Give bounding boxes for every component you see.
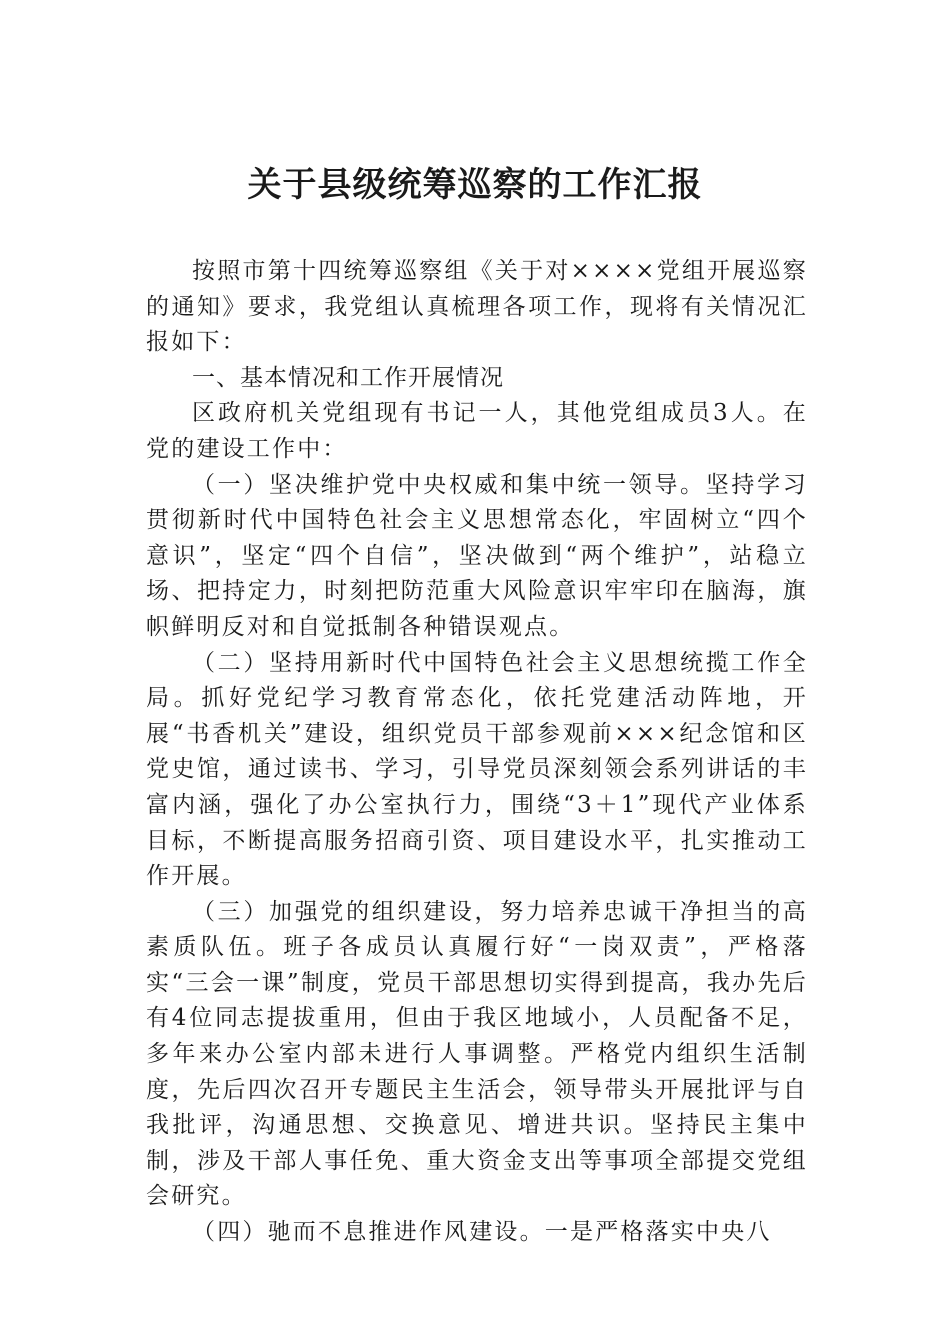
document-body (146, 254, 808, 1251)
intro-paragraph: 按照市第十四统筹巡察组《关于对××××党组开展巡察的通知》要求，我党组认真梳理各项工作，现将有关情况汇报如下： (146, 258, 808, 356)
body-paragraph: （三）加强党的组织建设，努力培养忠诚干净担当的高素质队伍。班子各成员认真履行好“一岗双责”，严格落实“三会一课”制度，党员干部思想切实得到提高，我办先后有4位同志提拔重用，但由于我区地域小，人员配备不足，多年来办公室内部未进行人事调整。严格党内组织生活制度，先后四次召开专题民主生活会，领导带头开展批评与自我批评，沟通思想、交换意见、增进共识。坚持民主集中制，涉及干部人事任免、重大资金支出等事项全部提交党组会研究。 (146, 898, 808, 1210)
section-heading: 一、基本情况和工作开展情况 (192, 364, 504, 391)
body-paragraph: 区政府机关党组现有书记一人，其他党组成员3人。在党的建设工作中： (146, 400, 808, 462)
body-paragraph: （二）坚持用新时代中国特色社会主义思想统揽工作全局。抓好党纪学习教育常态化，依托党建活动阵地，开展“书香机关”建设，组织党员干部参观前×××纪念馆和区党史馆，通过读书、学习，引导党员深刻领会系列讲话的丰富内涵，强化了办公室执行力，围绕“3＋1”现代产业体系目标，不断提高服务招商引资、项目建设水平，扎实推动工作开展。 (146, 649, 808, 890)
body-paragraph: （一）坚决维护党中央权威和集中统一领导。坚持学习贯彻新时代中国特色社会主义思想常态化，牢固树立“四个意识”，坚定“四个自信”，坚决做到“两个维护”，站稳立场、把持定力，时刻把防范重大风险意识牢牢印在脑海，旗帜鲜明反对和自觉抵制各种错误观点。 (146, 471, 808, 640)
document-title: 关于县级统筹巡察的工作汇报 (247, 165, 703, 205)
body-paragraph: （四）驰而不息推进作风建设。一是严格落实中央八 (192, 1219, 772, 1246)
